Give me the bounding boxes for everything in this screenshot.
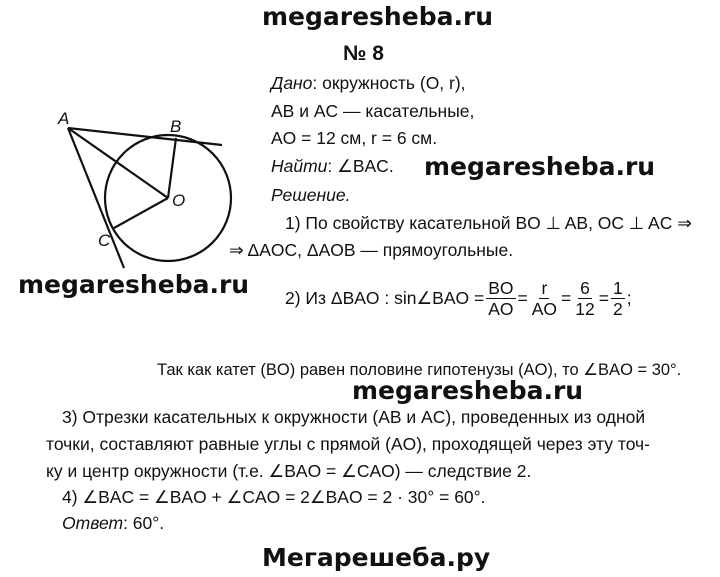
tangent-ac xyxy=(68,128,124,268)
label-o: O xyxy=(172,191,186,210)
answer-value: : 60°. xyxy=(123,513,165,533)
step3-line2: точки, составляют равные углы с прямой (AO), проходящей через эту точ- xyxy=(46,434,650,454)
step1-line2: ⇒ ΔAOC, ΔAOB — прямоугольные. xyxy=(229,240,514,260)
fraction-denominator: AO xyxy=(531,299,558,319)
given-circle: : окружность (O, r), xyxy=(312,73,466,93)
find-label: Найти xyxy=(271,156,328,176)
fraction-r-ao xyxy=(530,278,559,319)
step4: 4) ∠BAC = ∠BAO + ∠CAO = 2∠BAO = 2 · 30° = 60°. xyxy=(62,487,486,507)
label-b: B xyxy=(170,117,182,136)
fraction-numerator: r xyxy=(541,278,548,298)
semicolon: ; xyxy=(626,288,632,308)
radius-ob xyxy=(168,138,176,198)
find-value: : ∠BAC. xyxy=(327,156,394,176)
solution-label: Решение. xyxy=(271,185,351,205)
label-a: A xyxy=(58,109,70,128)
radius-oc xyxy=(114,198,168,228)
fraction-denominator: 2 xyxy=(612,299,623,319)
answer-label: Ответ xyxy=(62,513,124,533)
fraction-numerator: 6 xyxy=(580,278,590,298)
step3-line1: 3) Отрезки касательных к окружности (AB и AC), проведенных из одной xyxy=(62,407,646,427)
given-label: Дано xyxy=(271,73,313,93)
watermark-lower: megaresheba.ru xyxy=(352,376,584,405)
answer-line xyxy=(62,513,164,534)
find-line xyxy=(271,156,394,177)
equals-sign: = xyxy=(517,288,528,308)
label-c: C xyxy=(98,231,111,250)
given-line-1 xyxy=(271,73,466,94)
fraction-numerator: BO xyxy=(488,278,514,298)
tangent-ab xyxy=(68,128,222,145)
footer-brand: Мегарешеба.ру xyxy=(262,543,491,572)
fraction-1-2 xyxy=(611,278,625,319)
given-line-3: AO = 12 см, r = 6 см. xyxy=(271,128,438,148)
step2-conclusion: Так как катет (BO) равен половине гипотенузы (AO), то ∠BAO = 30°. xyxy=(157,361,682,379)
fraction-6-12 xyxy=(573,278,596,319)
fraction-denominator: AO xyxy=(488,299,514,319)
fraction-denominator: 12 xyxy=(575,299,595,319)
equals-sign: = xyxy=(598,288,609,308)
step2-formula xyxy=(285,278,632,319)
step1-line1: 1) По свойству касательной BO ⊥ AB, OC ⊥ AC ⇒ xyxy=(285,213,692,233)
problem-number: № 8 xyxy=(343,42,384,65)
watermark-top: megaresheba.ru xyxy=(262,2,494,31)
watermark-left: megaresheba.ru xyxy=(18,270,250,299)
fraction-bo-ao xyxy=(486,278,515,319)
watermark-mid: megaresheba.ru xyxy=(424,152,656,181)
given-line-2: AB и AC — касательные, xyxy=(271,101,475,121)
step2-prefix: 2) Из ΔBAO : sin∠BAO = xyxy=(285,288,485,308)
step3-line3: ку и центр окружности (т.е. ∠BAO = ∠CAO) — следствие 2. xyxy=(46,461,532,481)
equals-sign: = xyxy=(561,288,572,308)
tangent-circle-figure xyxy=(50,100,240,270)
fraction-numerator: 1 xyxy=(612,278,623,298)
